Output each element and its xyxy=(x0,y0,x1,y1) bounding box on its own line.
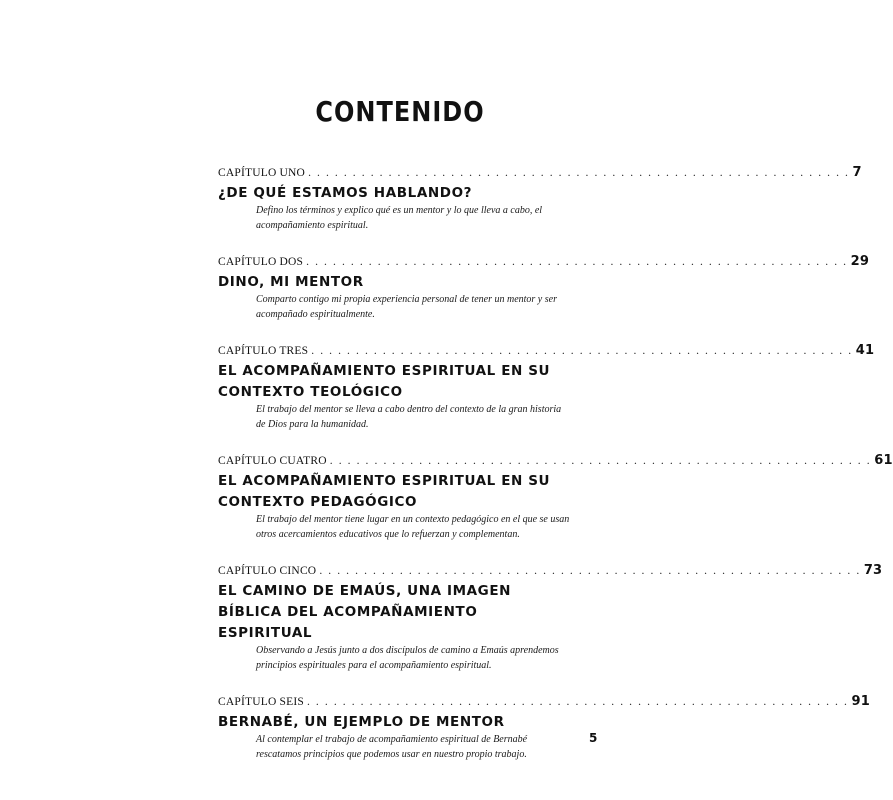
chapter-heading: EL ACOMPAÑAMIENTO ESPIRITUAL EN SU CONTEXTO PEDAGÓGICO xyxy=(218,473,551,510)
chapter-description: Defino los términos y explico qué es un mentor y lo que lleva a cabo, el acompañamiento espiritual. xyxy=(256,205,543,231)
chapter-heading: EL ACOMPAÑAMIENTO ESPIRITUAL EN SU CONTEXTO TEOLÓGICO xyxy=(218,363,551,400)
chapter-description: Comparto contigo mi propia experiencia personal de tener un mentor y ser acompañado espiritualmente. xyxy=(256,294,557,320)
toc-entry xyxy=(218,563,883,673)
page-number: 29 xyxy=(850,254,870,269)
chapter-line xyxy=(218,563,883,578)
chapter-label: CAPÍTULO DOS xyxy=(218,256,304,268)
chapter-line xyxy=(218,453,893,468)
chapter-label: CAPÍTULO TRES xyxy=(218,345,309,357)
page-title: CONTENIDO xyxy=(315,95,485,129)
toc-entry xyxy=(218,343,875,432)
page-folio: 5 xyxy=(589,731,598,745)
dot-leader: . . . . . . . . . . . . . . . . . . . . . . . . . . . . . . . . . . . . . . . . . . . . . . . . . . . . . . . . . . . . . xyxy=(319,565,861,577)
toc-entry xyxy=(218,453,893,542)
chapter-description: El trabajo del mentor tiene lugar en un contexto pedagógico en el que se usan otros acercamientos educativos que lo refuerzan y complementan. xyxy=(256,514,570,540)
chapter-line xyxy=(218,165,862,180)
toc-entry xyxy=(218,165,862,233)
toc-entry xyxy=(218,694,870,762)
chapter-description: Al contemplar el trabajo de acompañamiento espiritual de Bernabé rescatamos principios que podemos usar en nuestro propio trabajo. xyxy=(256,734,528,760)
chapter-label: CAPÍTULO UNO xyxy=(218,167,306,179)
page-number: 91 xyxy=(851,694,870,709)
chapter-heading: ¿DE QUÉ ESTAMOS HABLANDO? xyxy=(218,185,473,201)
dot-leader: . . . . . . . . . . . . . . . . . . . . . . . . . . . . . . . . . . . . . . . . . . . . . . . . . . . . . . . . . . . . . xyxy=(329,455,872,467)
chapter-heading: DINO, MI MENTOR xyxy=(218,274,364,290)
page-number: 7 xyxy=(852,165,862,180)
chapter-label: CAPÍTULO CUATRO xyxy=(218,455,327,467)
table-of-contents xyxy=(218,165,893,783)
dot-leader: . . . . . . . . . . . . . . . . . . . . . . . . . . . . . . . . . . . . . . . . . . . . . . . . . . . . . . . . . . . . . xyxy=(311,345,853,357)
dot-leader: . . . . . . . . . . . . . . . . . . . . . . . . . . . . . . . . . . . . . . . . . . . . . . . . . . . . . . . . . . . . . xyxy=(306,256,848,268)
page-number: 73 xyxy=(863,563,883,578)
chapter-description: El trabajo del mentor se lleva a cabo dentro del contexto de la gran historia de Dios para la humanidad. xyxy=(256,404,562,430)
page-number: 61 xyxy=(874,453,893,468)
toc-entry xyxy=(218,254,870,322)
chapter-label: CAPÍTULO SEIS xyxy=(218,696,304,708)
chapter-heading: EL CAMINO DE EMAÚS, UNA IMAGEN BÍBLICA DEL ACOMPAÑAMIENTO ESPIRITUAL xyxy=(218,583,512,641)
chapter-label: CAPÍTULO CINCO xyxy=(218,565,317,577)
chapter-description: Observando a Jesús junto a dos discípulos de camino a Emaús aprendemos principios espirituales para el acompañamiento espiritual. xyxy=(256,645,559,671)
chapter-line xyxy=(218,694,870,709)
dot-leader: . . . . . . . . . . . . . . . . . . . . . . . . . . . . . . . . . . . . . . . . . . . . . . . . . . . . . . . . . . . . . xyxy=(306,696,849,708)
chapter-heading: BERNABÉ, UN EJEMPLO DE MENTOR xyxy=(218,714,505,730)
chapter-line xyxy=(218,254,870,269)
chapter-line xyxy=(218,343,875,358)
dot-leader: . . . . . . . . . . . . . . . . . . . . . . . . . . . . . . . . . . . . . . . . . . . . . . . . . . . . . . . . . . . . . xyxy=(308,167,850,179)
page-number: 41 xyxy=(855,343,875,358)
